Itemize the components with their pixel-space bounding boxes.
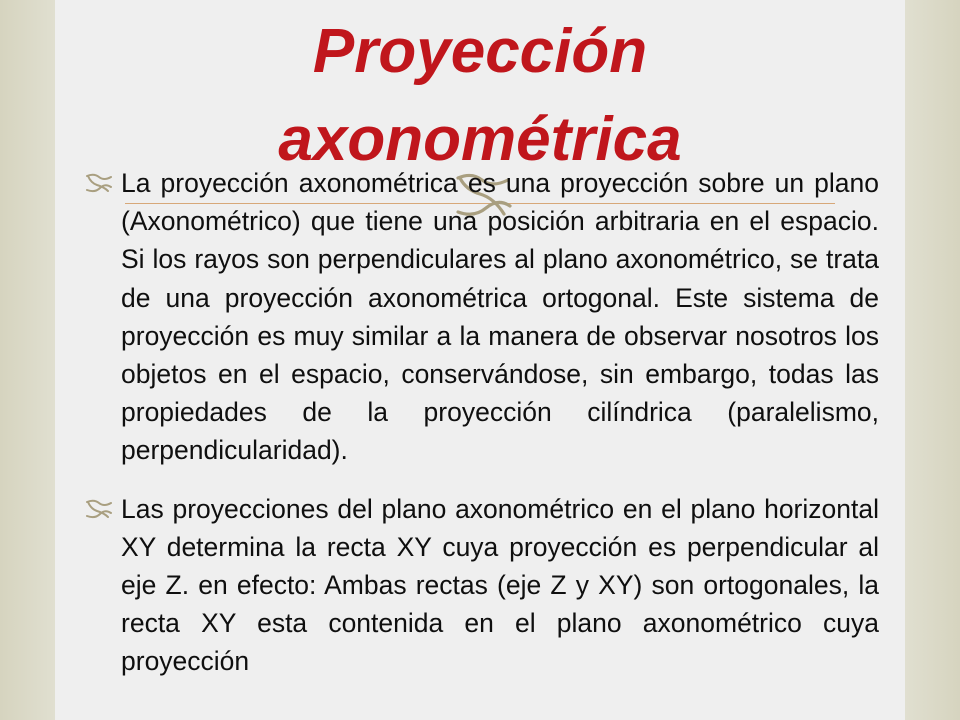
- scroll-bullet-icon: [84, 498, 114, 520]
- bullet-text: Las proyecciones del plano axonométrico en el plano horizontal XY determina la recta XY cuya proyección es perpendicular al eje Z. en efecto: Ambas rectas (eje Z y XY) son ortogonales, la recta XY esta contenida en el plano axonométrico cuya proyección: [121, 493, 879, 677]
- slide-title: Proyección axonométrica: [278, 17, 682, 174]
- left-side-band: [0, 0, 55, 720]
- bullet-list: [84, 164, 879, 701]
- list-item: [84, 164, 879, 470]
- list-item: [84, 490, 879, 681]
- bullet-text: La proyección axonométrica es una proyección sobre un plano (Axonométrico) que tiene una posición arbitraria en el espacio. Si los rayos son perpendiculares al plano axonométrico, se trata de una proyección axonométrica ortogonal. Este sistema de proyección es muy similar a la manera de observar nosotros los objetos en el espacio, conservándose, sin embargo, todas las propiedades de la proyección cilíndrica (paralelismo, perpendicularidad).: [121, 168, 879, 466]
- scroll-bullet-icon: [84, 172, 114, 194]
- right-side-band: [905, 0, 960, 720]
